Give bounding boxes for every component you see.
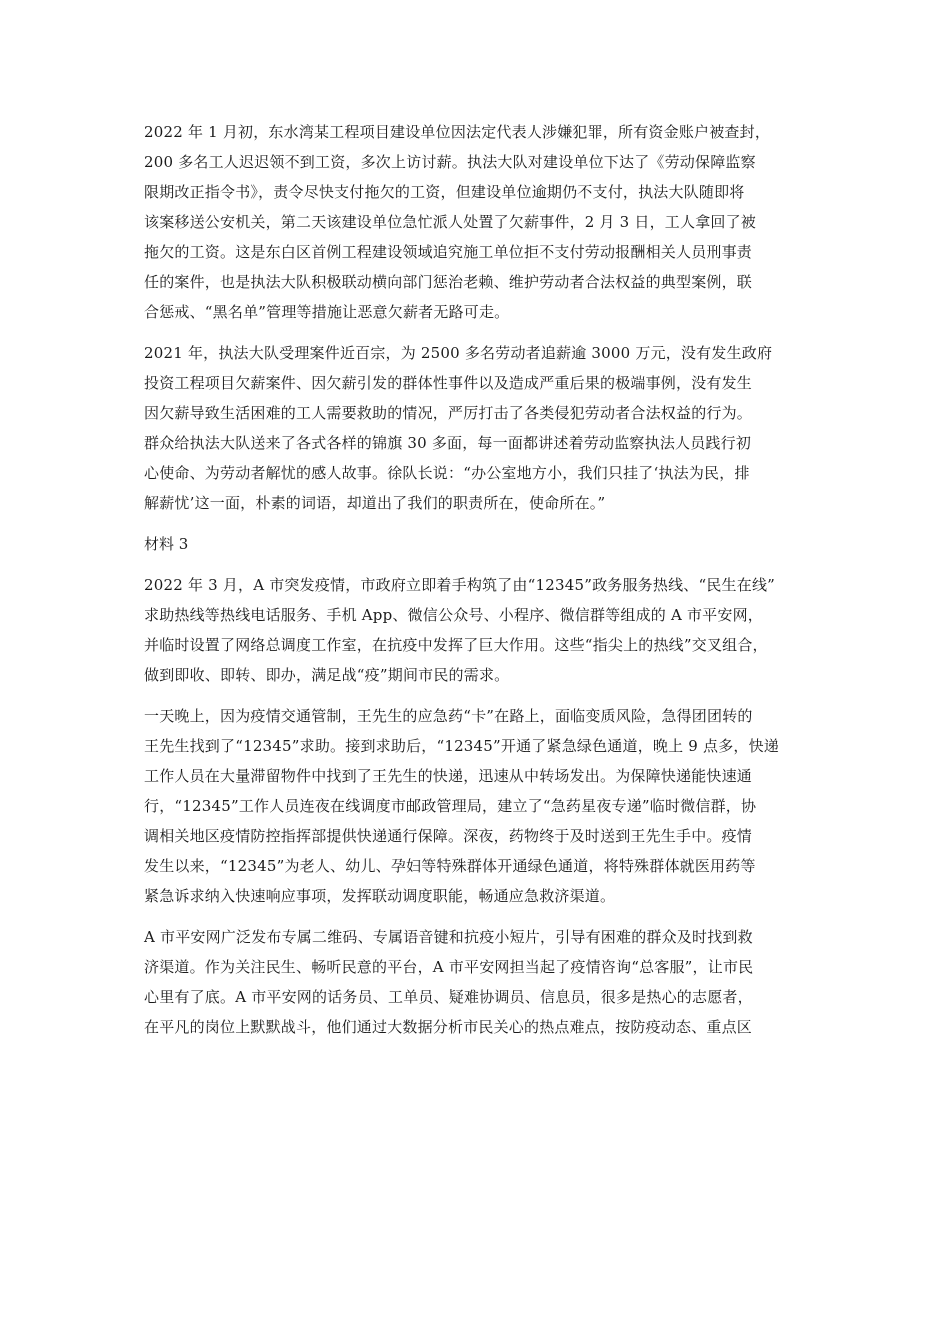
paragraph-ping-an-network: [144, 570, 844, 690]
text-line: 2022 年 1 月初，东水湾某工程项目建设单位因法定代表人涉嫌犯罪，所有资金账户被查封，: [144, 123, 771, 141]
text-line: 求助热线等热线电话服务、手机 App、微信公众号、小程序、微信群等组成的 A 市平安网，: [144, 606, 763, 624]
text-line: 任的案件，也是执法大队积极联动横向部门惩治老赖、维护劳动者合法权益的典型案例，联: [144, 273, 753, 291]
text-line: 一天晚上，因为疫情交通管制，王先生的应急药“卡”在路上，面临变质风险，急得团团转的: [144, 707, 753, 725]
text-line: 群众给执法大队送来了各式各样的锦旗 30 多面，每一面都讲述着劳动监察执法人员践行初: [144, 434, 752, 452]
text-line: 因欠薪导致生活困难的工人需要救助的情况，严厉打击了各类侵犯劳动者合法权益的行为。: [144, 404, 753, 422]
text-line: 行，“12345”工作人员连夜在线调度市邮政管理局，建立了“急药星夜专递”临时微信群，协: [144, 797, 757, 815]
paragraph-mr-wang-story: [144, 701, 844, 911]
text-line: 限期改正指令书》，责令尽快支付拖欠的工资，但建设单位逾期仍不支付，执法大队随即将: [144, 183, 745, 201]
paragraph-2021-summary: [144, 338, 844, 518]
text-line: 200 多名工人迟迟领不到工资，多次上访讨薪。执法大队对建设单位下达了《劳动保障监察: [144, 153, 756, 171]
text-line: 该案移送公安机关，第二天该建设单位急忙派人处置了欠薪事件，2 月 3 日，工人拿回了被: [144, 213, 756, 231]
text-line: 紧急诉求纳入快速响应事项，发挥联动调度职能，畅通应急救济渠道。: [144, 887, 616, 905]
text-line: 合惩戒、“黑名单”管理等措施让恶意欠薪者无路可走。: [144, 303, 510, 321]
text-line: 发生以来，“12345”为老人、幼儿、孕妇等特殊群体开通绿色通道，将特殊群体就医用药等: [144, 857, 756, 875]
document-body: [144, 117, 844, 1053]
text-line: 投资工程项目欠薪案件、因欠薪引发的群体性事件以及造成严重后果的极端事例，没有发生: [144, 374, 753, 392]
text-line: 2021 年，执法大队受理案件近百宗，为 2500 多名劳动者追薪逾 3000 万元，没有发生政府: [144, 344, 773, 362]
paragraph-volunteers: [144, 922, 844, 1042]
text-line: 工作人员在大量滞留物件中找到了王先生的快递，迅速从中转场发出。为保障快递能快速通: [144, 767, 753, 785]
text-line: 王先生找到了“12345”求助。接到求助后，“12345”开通了紧急绿色通道，晚上 9 点多，快递: [144, 737, 779, 755]
text-line: 心使命、为劳动者解忧的感人故事。徐队长说：“办公室地方小，我们只挂了‘执法为民，排: [144, 464, 750, 482]
text-line: 做到即收、即转、即办，满足战“疫”期间市民的需求。: [144, 666, 510, 684]
text-line: A 市平安网广泛发布专属二维码、专属语音键和抗疫小短片，引导有困难的群众及时找到救: [144, 928, 753, 946]
text-line: 在平凡的岗位上默默战斗，他们通过大数据分析市民关心的热点难点，按防疫动态、重点区: [144, 1018, 753, 1036]
text-line: 调相关地区疫情防控指挥部提供快递通行保障。深夜，药物终于及时送到王先生手中。疫情: [144, 827, 753, 845]
text-line: 拖欠的工资。这是东白区首例工程建设领域追究施工单位拒不支付劳动报酬相关人员刑事责: [144, 243, 753, 261]
text-line: 2022 年 3 月，A 市突发疫情，市政府立即着手构筑了由“12345”政务服务热线、“民生在线”: [144, 576, 776, 594]
text-line: 心里有了底。A 市平安网的话务员、工单员、疑难协调员、信息员，很多是热心的志愿者，: [144, 988, 753, 1006]
text-line: 解薪忧’这一面，朴素的词语，却道出了我们的职责所在，使命所在。”: [144, 494, 606, 512]
section-heading: 材料 3: [144, 535, 189, 553]
text-line: 济渠道。作为关注民生、畅听民意的平台，A 市平安网担当起了疫情咨询“总客服”，让市民: [144, 958, 754, 976]
text-line: 并临时设置了网络总调度工作室，在抗疫中发挥了巨大作用。这些“指尖上的热线”交叉组合，: [144, 636, 768, 654]
paragraph-wage-arrears-case: [144, 117, 844, 327]
